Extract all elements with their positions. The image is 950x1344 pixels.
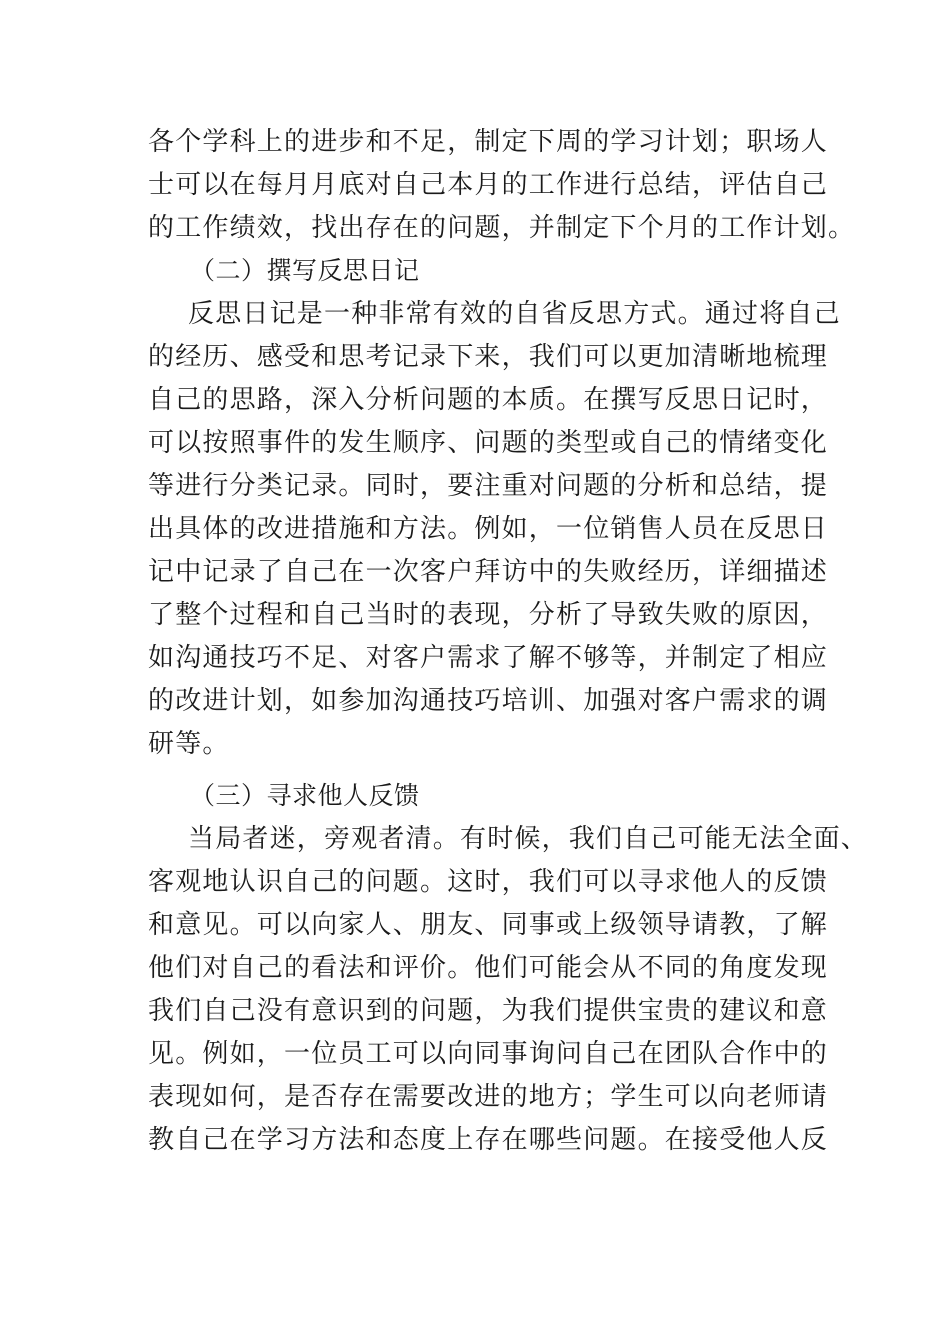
- text-line: 了整个过程和自己当时的表现，分析了导致失败的原因，: [148, 600, 829, 630]
- text-line: 的改进计划，如参加沟通技巧培训、加强对客户需求的调: [148, 686, 829, 716]
- text-line: 我们自己没有意识到的问题，为我们提供宝贵的建议和意: [148, 996, 829, 1026]
- text-line: 客观地认识自己的问题。这时，我们可以寻求他人的反馈: [148, 867, 829, 897]
- text-line: 他们对自己的看法和评价。他们可能会从不同的角度发现: [148, 953, 829, 983]
- text-line: 表现如何，是否存在需要改进的地方；学生可以向老师请: [148, 1082, 829, 1112]
- text-line: 的工作绩效，找出存在的问题，并制定下个月的工作计划。: [148, 213, 856, 243]
- text-line: 和意见。可以向家人、朋友、同事或上级领导请教，了解: [148, 910, 829, 940]
- section-heading-3: （三）寻求他人反馈: [190, 781, 420, 810]
- text-line: 自己的思路，深入分析问题的本质。在撰写反思日记时，: [148, 385, 829, 415]
- paragraph-first-line: 当局者迷，旁观者清。有时候，我们自己可能无法全面、: [188, 824, 869, 854]
- text-line: 各个学科上的进步和不足，制定下周的学习计划；职场人: [148, 127, 829, 157]
- text-line: 的经历、感受和思考记录下来，我们可以更加清晰地梳理: [148, 342, 829, 372]
- text-line: 等进行分类记录。同时，要注重对问题的分析和总结，提: [148, 471, 829, 501]
- text-line: 教自己在学习方法和态度上存在哪些问题。在接受他人反: [148, 1125, 829, 1155]
- text-line: 士可以在每月月底对自己本月的工作进行总结，评估自己: [148, 170, 829, 200]
- section-heading-2: （二）撰写反思日记: [190, 256, 420, 285]
- text-line: 如沟通技巧不足、对客户需求了解不够等，并制定了相应: [148, 643, 829, 673]
- paragraph-first-line: 反思日记是一种非常有效的自省反思方式。通过将自己: [188, 299, 841, 329]
- text-line: 记中记录了自己在一次客户拜访中的失败经历，详细描述: [148, 557, 829, 587]
- text-line: 研等。: [148, 729, 230, 759]
- text-line: 见。例如，一位员工可以向同事询问自己在团队合作中的: [148, 1039, 829, 1069]
- text-line: 出具体的改进措施和方法。例如，一位销售人员在反思日: [148, 514, 829, 544]
- text-line: 可以按照事件的发生顺序、问题的类型或自己的情绪变化: [148, 428, 829, 458]
